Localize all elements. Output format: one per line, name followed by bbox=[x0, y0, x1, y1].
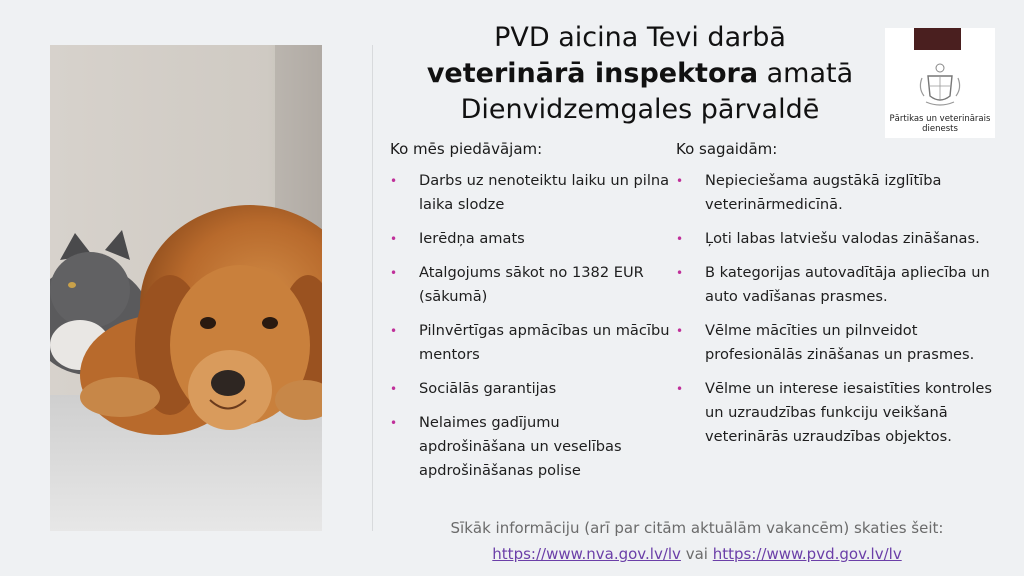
expect-list bbox=[676, 169, 996, 449]
list-item-text: Atalgojums sākot no 1382 EUR (sākumā) bbox=[419, 264, 644, 305]
list-item bbox=[676, 319, 996, 367]
nva-link[interactable]: https://www.nva.gov.lv/lv bbox=[492, 545, 681, 563]
offer-column bbox=[390, 140, 670, 493]
list-item-text: Ļoti labas latviešu valodas zināšanas. bbox=[705, 230, 980, 247]
offer-list bbox=[390, 169, 670, 483]
footer-text: Sīkāk informāciju (arī par citām aktuālām vakancēm) skaties šeit: bbox=[450, 519, 944, 537]
coat-of-arms-icon bbox=[916, 62, 964, 108]
title-line-2-bold: veterinārā inspektora bbox=[426, 58, 759, 89]
logo-text: Pārtikas un veterinārais dienests bbox=[889, 114, 991, 134]
title-line-2-rest: amatā bbox=[758, 58, 854, 89]
list-item bbox=[390, 261, 670, 309]
bullet-icon: • bbox=[390, 382, 398, 396]
list-item-text: Vēlme un interese iesaistīties kontroles un uzraudzības funkciju veikšanā veterinārās uzraudzības objektos. bbox=[705, 380, 992, 445]
logo-bar bbox=[914, 28, 961, 50]
pvd-link[interactable]: https://www.pvd.gov.lv/lv bbox=[712, 545, 902, 563]
cat-and-dog-photo bbox=[50, 45, 322, 531]
list-item-text: Nelaimes gadījumu apdrošināšana un veselības apdrošināšanas polise bbox=[419, 414, 622, 479]
list-item bbox=[676, 227, 996, 251]
page-title bbox=[395, 20, 885, 128]
list-item-text: Vēlme mācīties un pilnveidot profesionālās zināšanas un prasmes. bbox=[705, 322, 975, 363]
bullet-icon: • bbox=[390, 324, 398, 338]
list-item bbox=[390, 411, 670, 483]
footer-joiner: vai bbox=[680, 545, 713, 563]
bullet-icon: • bbox=[676, 174, 684, 188]
divider-line bbox=[372, 45, 373, 531]
title-line-1: PVD aicina Tevi darbā bbox=[494, 22, 786, 53]
list-item-text: Nepieciešama augstākā izglītība veterinārmedicīnā. bbox=[705, 172, 942, 213]
bullet-icon: • bbox=[676, 324, 684, 338]
footer bbox=[372, 515, 1022, 567]
bullet-icon: • bbox=[676, 232, 684, 246]
offer-heading: Ko mēs piedāvājam: bbox=[390, 140, 543, 158]
bullet-icon: • bbox=[390, 174, 398, 188]
list-item-text: Sociālās garantijas bbox=[419, 380, 557, 397]
title-line-2 bbox=[395, 56, 885, 92]
list-item-text: B kategorijas autovadītāja apliecība un auto vadīšanas prasmes. bbox=[705, 264, 990, 305]
list-item-text: Darbs uz nenoteiktu laiku un pilna laika slodze bbox=[419, 172, 670, 213]
list-item bbox=[676, 377, 996, 449]
bullet-icon: • bbox=[390, 266, 398, 280]
list-item-text: Pilnvērtīgas apmācības un mācību mentors bbox=[419, 322, 670, 363]
expect-heading: Ko sagaidām: bbox=[676, 140, 778, 158]
list-item bbox=[390, 227, 670, 251]
expect-column bbox=[676, 140, 996, 459]
pvd-logo bbox=[885, 28, 995, 138]
list-item bbox=[676, 261, 996, 309]
list-item bbox=[390, 319, 670, 367]
list-item bbox=[390, 377, 670, 401]
list-item bbox=[676, 169, 996, 217]
bullet-icon: • bbox=[390, 232, 398, 246]
list-item bbox=[390, 169, 670, 217]
title-line-3: Dienvidzemgales pārvaldē bbox=[460, 94, 820, 125]
bullet-icon: • bbox=[390, 416, 398, 430]
list-item-text: Ierēdņa amats bbox=[419, 230, 525, 247]
bullet-icon: • bbox=[676, 382, 684, 396]
bullet-icon: • bbox=[676, 266, 684, 280]
footer-links bbox=[372, 541, 1022, 567]
